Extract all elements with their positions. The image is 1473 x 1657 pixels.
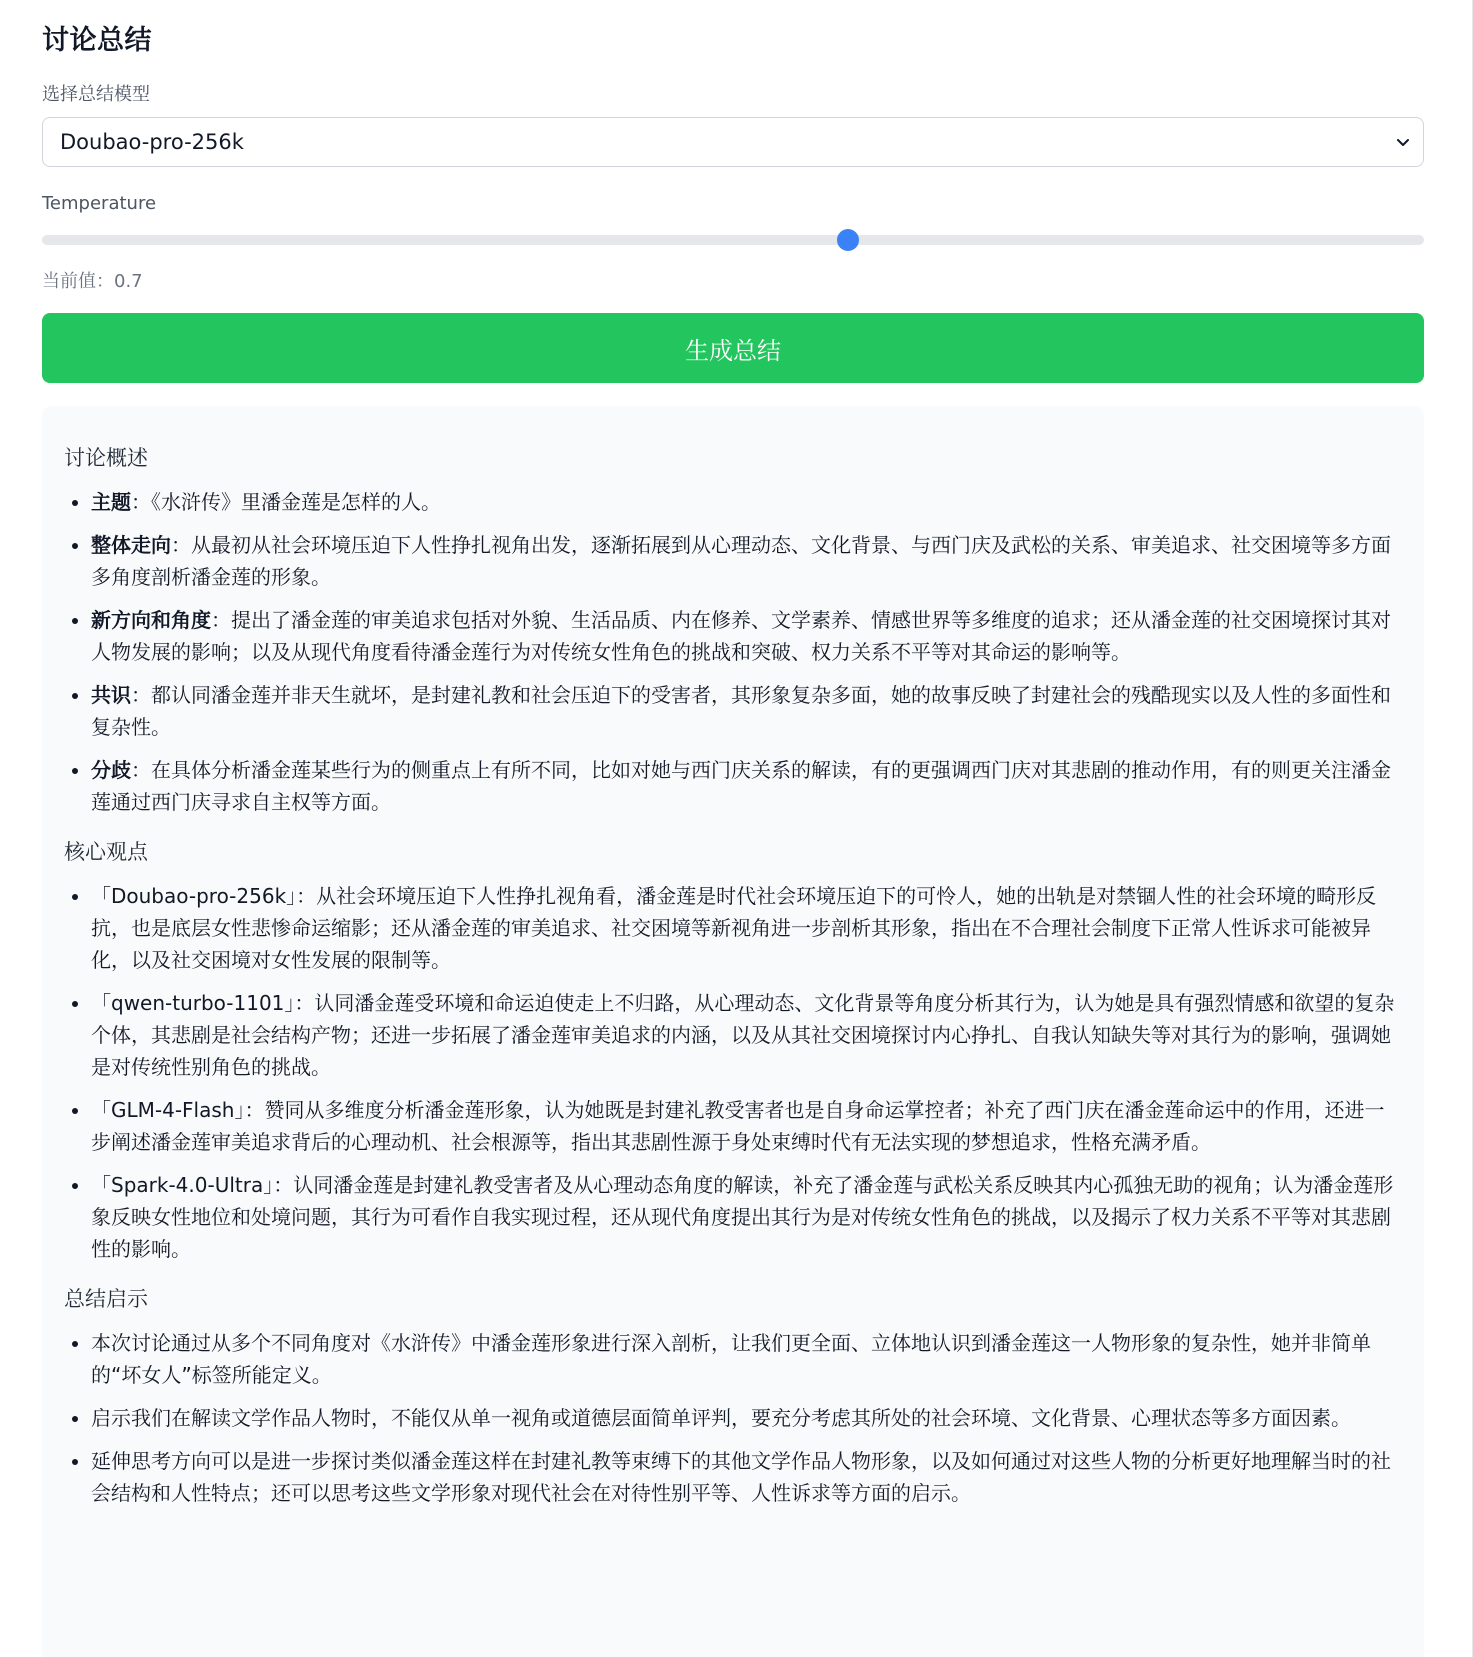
item-text: 提出了潘金莲的审美追求包括对外貌、生活品质、内在修养、文学素养、情感世界等多维度的追求；还从潘金莲的社交困境探讨其对人物发展的影响；以及从现代角度看待潘金莲行为对传统女性角色的挑战和突破、权力关系不平等对其命运的影响等。: [91, 608, 1391, 664]
insights-list: [64, 1327, 1402, 1509]
item-separator: ：: [131, 758, 151, 782]
item-key: 分歧: [91, 758, 131, 782]
model-select-value: Doubao-pro-256k: [60, 130, 244, 154]
item-text: 《水浒传》里潘金莲是怎样的人。: [151, 490, 441, 514]
slider-thumb[interactable]: [837, 229, 859, 251]
model-select[interactable]: [42, 117, 1424, 167]
list-item: [91, 604, 1402, 668]
item-text: 都认同潘金莲并非天生就坏，是封建礼教和社会压迫下的受害者，其形象复杂多面，她的故事反映了封建社会的残酷现实以及人性的多面性和复杂性。: [91, 683, 1391, 739]
chevron-down-icon: [1394, 133, 1412, 151]
item-key: 共识: [91, 683, 131, 707]
list-item: [91, 529, 1402, 593]
core-views-list: [64, 880, 1402, 1265]
section-title-insights: 总结启示: [64, 1287, 148, 1311]
item-separator: ：: [211, 608, 231, 632]
page-title: 讨论总结: [42, 25, 152, 56]
list-item: • 「GLM-4-Flash」：赞同从多维度分析潘金莲形象，认为她既是封建礼教受害者也是自身命运掌控者；补充了西门庆在潘金莲命运中的作用，还进一步阐述潘金莲审美追求背后的心理动机、社会根源等，指出其悲剧性源于身处束缚时代有无法实现的梦想追求，性格充满矛盾。: [91, 1094, 1402, 1158]
list-item: • 「Doubao-pro-256k」：从社会环境压迫下人性挣扎视角看，潘金莲是时代社会环境压迫下的可怜人，她的出轨是对禁锢人性的社会环境的畸形反抗，也是底层女性悲惨命运缩影；还从潘金莲的审美追求、社交困境等新视角进一步剖析其形象，指出在不合理社会制度下正常人性诉求可能被异化，以及社交困境对女性发展的限制等。: [91, 880, 1402, 976]
list-item: • 「qwen-turbo-1101」：认同潘金莲受环境和命运迫使走上不归路，从心理动态、文化背景等角度分析其行为，认为她是具有强烈情感和欲望的复杂个体，其悲剧是社会结构产物；还进一步拓展了潘金莲审美追求的内涵，以及从其社交困境探讨内心挣扎、自我认知缺失等对其行为的影响，强调她是对传统性别角色的挑战。: [91, 987, 1402, 1083]
list-item: • 本次讨论通过从多个不同角度对《水浒传》中潘金莲形象进行深入剖析，让我们更全面、立体地认识到潘金莲这一人物形象的复杂性，她并非简单的“坏女人”标签所能定义。: [91, 1327, 1402, 1391]
section-title-core-views: 核心观点: [64, 840, 148, 864]
temperature-current-value: 当前值：0.7: [42, 271, 143, 292]
item-text: 从最初从社会环境压迫下人性挣扎视角出发，逐渐拓展到从心理动态、文化背景、与西门庆及武松的关系、审美追求、社交困境等多方面多角度剖析潘金莲的形象。: [91, 533, 1391, 589]
item-key: 新方向和角度: [91, 608, 211, 632]
item-text: 在具体分析潘金莲某些行为的侧重点上有所不同，比如对她与西门庆关系的解读，有的更强调西门庆对其悲剧的推动作用，有的则更关注潘金莲通过西门庆寻求自主权等方面。: [91, 758, 1391, 814]
list-item: [91, 679, 1402, 743]
list-item: [91, 486, 1402, 518]
item-separator: ：: [171, 533, 191, 557]
item-key: 主题: [91, 490, 131, 514]
item-separator: ：: [131, 683, 151, 707]
slider-track: [42, 235, 1424, 245]
item-key: 整体走向: [91, 533, 171, 557]
generate-summary-button[interactable]: 生成总结: [42, 313, 1424, 383]
section-title-overview: 讨论概述: [64, 446, 148, 470]
list-item: • 启示我们在解读文学作品人物时，不能仅从单一视角或道德层面简单评判，要充分考虑其所处的社会环境、文化背景、心理状态等多方面因素。: [91, 1402, 1402, 1434]
list-item: • 延伸思考方向可以是进一步探讨类似潘金莲这样在封建礼教等束缚下的其他文学作品人物形象，以及如何通过对这些人物的分析更好地理解当时的社会结构和人性特点；还可以思考这些文学形象对现代社会在对待性别平等、人性诉求等方面的启示。: [91, 1445, 1402, 1509]
item-separator: ：: [131, 490, 151, 514]
model-select-label: 选择总结模型: [42, 84, 150, 105]
list-item: • 「Spark-4.0-Ultra」：认同潘金莲是封建礼教受害者及从心理动态角度的解读，补充了潘金莲与武松关系反映其内心孤独无助的视角；认为潘金莲形象反映女性地位和处境问题，其行为可看作自我实现过程，还从现代角度提出其行为是对传统女性角色的挑战，以及揭示了权力关系不平等对其悲剧性的影响。: [91, 1169, 1402, 1265]
list-item: [91, 754, 1402, 818]
temperature-label: Temperature: [42, 193, 157, 214]
overview-list: [64, 486, 1402, 818]
temperature-slider[interactable]: [42, 228, 1424, 252]
summary-panel: [42, 406, 1424, 1657]
